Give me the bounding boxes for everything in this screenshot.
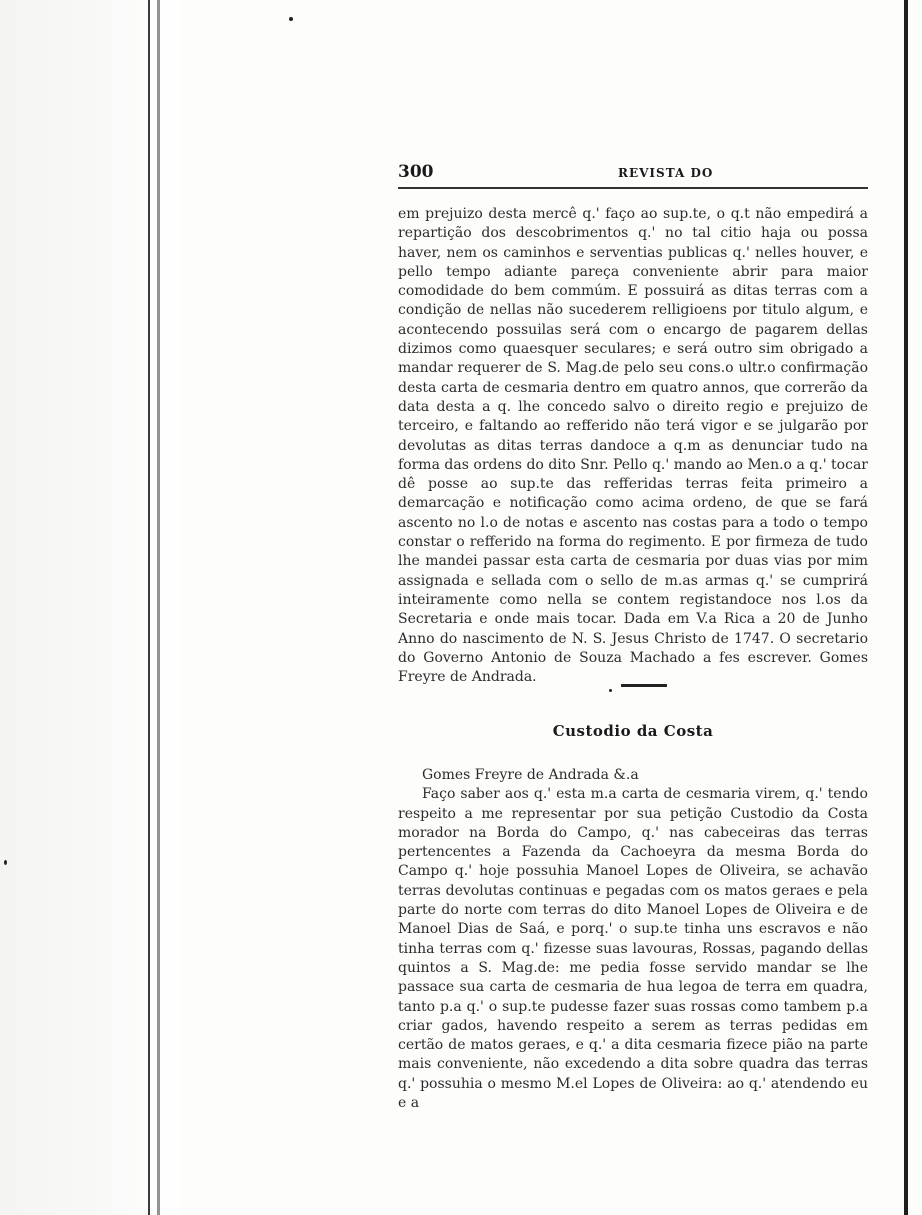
paper-speck [609, 689, 612, 692]
section-separator [621, 684, 667, 687]
binding-line [148, 0, 150, 1215]
running-head: REVISTA DO [618, 166, 714, 180]
header-rule [398, 187, 868, 189]
salutation-line: Gomes Freyre de Andrada &.a [422, 767, 639, 783]
paper-speck [4, 860, 7, 865]
body-paragraph-2 [398, 766, 868, 1113]
body-paragraph-1: em prejuizo desta mercê q.' faço ao sup.te, o q.t não empedirá a repartição dos descobrimentos q.' no tal citio haja ou possa haver, nem os caminhos e serventias publicas q.' nelles houver, e pello tempo adiante pareça conveniente abrir para maior comodidade do bem commúm. E possuirá as ditas terras com a condição de nellas não sucederem relligioens por titulo algum, e acontecendo possuilas será com o encargo de pagarem dellas dizimos como quaesquer seculares; e será outro sim obrigado a mandar requerer de S. Mag.de pelo seu cons.o ultr.o confirmação desta carta de cesmaria dentro em quatro annos, que correrão da data desta a q. lhe concedo salvo o direito regio e prejuizo de terceiro, e faltando ao refferido não terá vigor e se julgarão por devolutas as ditas terras dandoce a q.m as denunciar tudo na forma das ordens do dito Snr. Pello q.' mando ao Men.o a q.' tocar dê posse ao sup.te das refferidas terras feita primeiro a demarcação e notificação como acima ordeno, de que se fará ascento no l.o de notas e ascento nas costas para a todo o tempo constar o refferido na forma do regimento. E por firmeza de tudo lhe mandei passar esta carta de cesmaria por duas vias por mim assignada e sellada com o sello de m.as armas q.' se cumprirá inteiramente como nella se contem registandoce nos l.os da Secretaria e onde mais tocar. Dada em V.a Rica a 20 de Junho Anno do nascimento de N. S. Jesus Christo de 1747. O secretario do Governo Antonio de Souza Machado a fes escrever. Gomes Freyre de Andrada. [398, 206, 868, 686]
page-number: 300 [398, 162, 434, 182]
binding-gutter [0, 0, 180, 1215]
page-right-edge [904, 0, 908, 1215]
paper-speck [289, 17, 293, 21]
body-paragraph-2-text: Faço saber aos q.' esta m.a carta de cesmaria virem, q.' tendo respeito a me representar por sua petição Custodio da Costa morador na Borda do Campo, q.' nas cabeceiras das terras pertencentes a Fazenda da Cachoeyra da mesma Borda do Campo q.' hoje possuhia Manoel Lopes de Oliveira, se achavão terras devolutas continuas e pegadas com os matos geraes e pela parte do norte com terras do dito Manoel Lopes de Oliveira e de Manoel Dias de Saá, e porq.' o sup.te tinha uns escravos e não tinha terras com q.' fizesse suas lavouras, Rossas, pagando dellas quintos a S. Mag.de: me pedia fosse servido mandar se lhe passace sua carta de cesmaria de hua legoa de terra em quadra, tanto p.a q.' o sup.te pudesse fazer suas rossas como tambem p.a criar gados, havendo respeito a serem as terras pedidas em certão de matos geraes, e q.' a dita cesmaria fizece pião na parte mais conveniente, não excedendo a dita sobre quadra das terras q.' possuhia o mesmo M.el Lopes de Oliveira: ao q.' atendendo eu e a [398, 786, 868, 1112]
binding-shadow-line [157, 0, 160, 1215]
page-header [398, 162, 868, 192]
section-title: Custodio da Costa [552, 722, 714, 740]
